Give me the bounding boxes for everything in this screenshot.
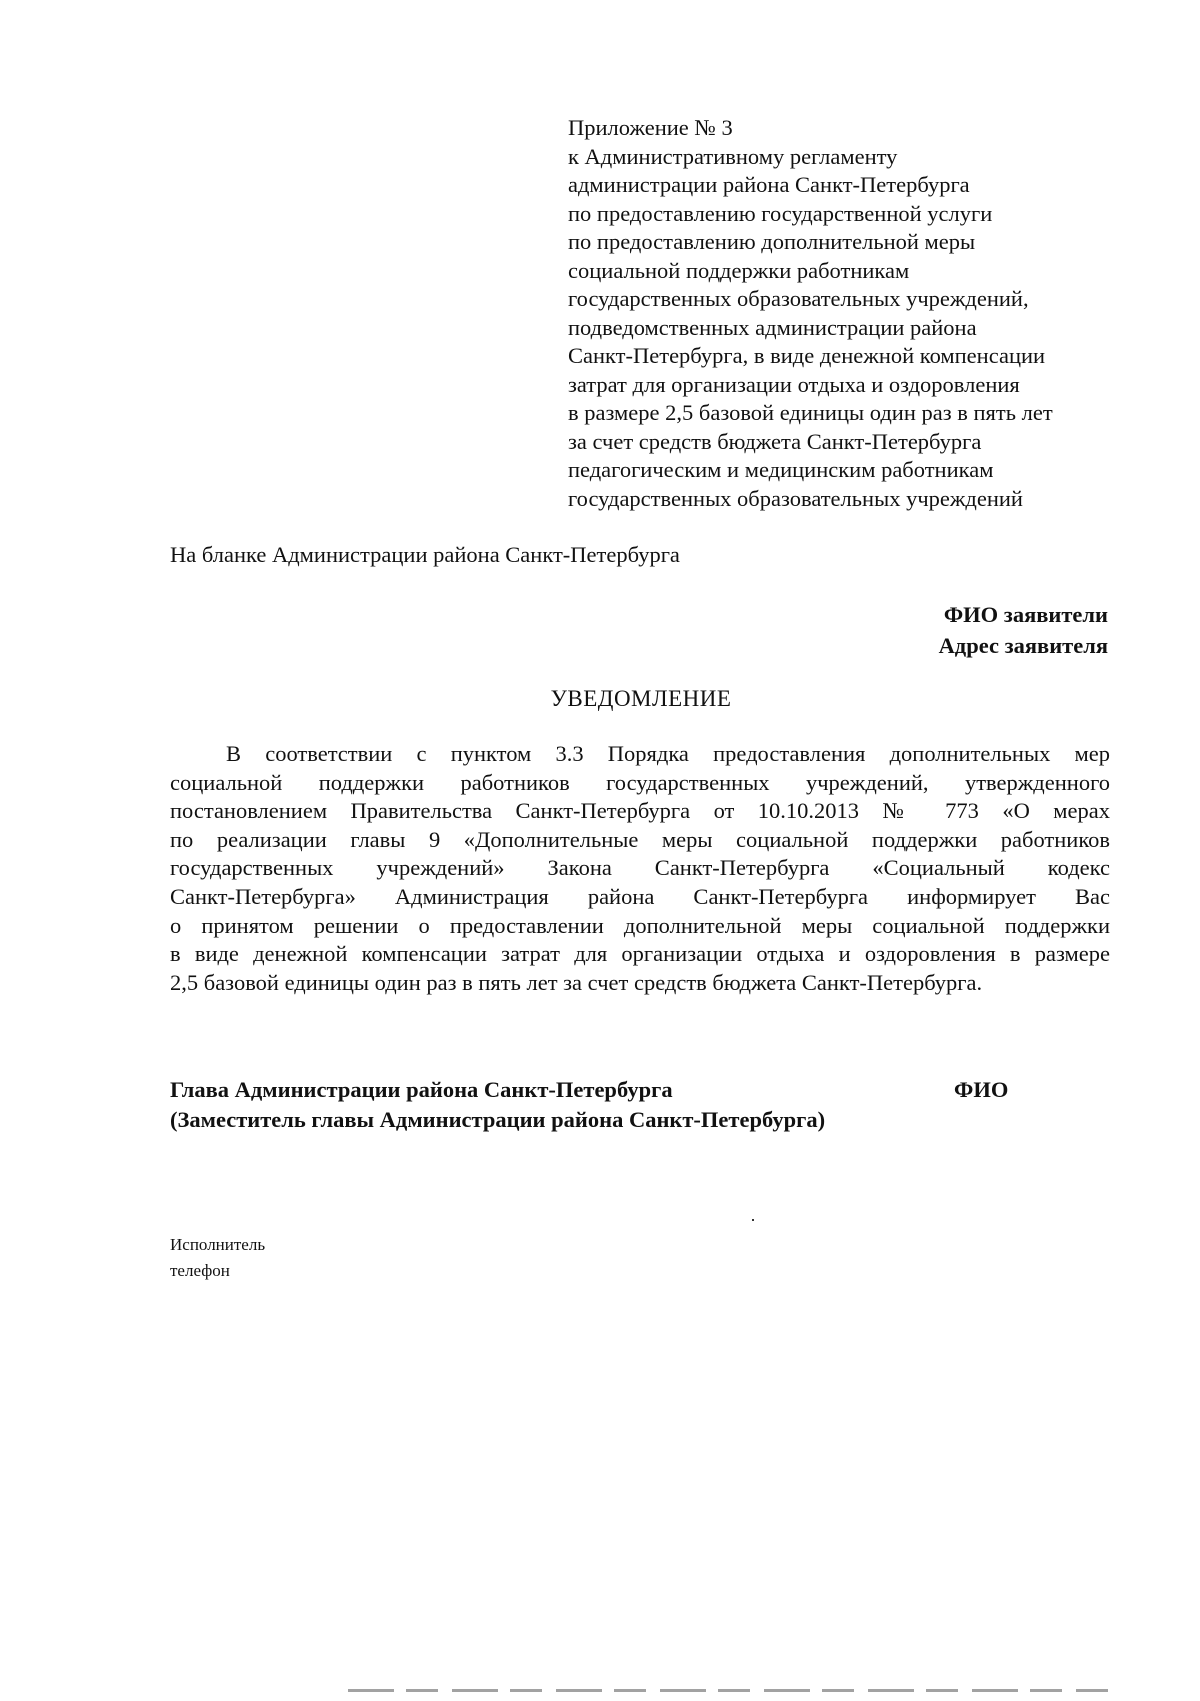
- addressee-block: [939, 599, 1108, 661]
- body-line: в виде денежной компенсации затрат для организации отдыха и оздоровления в размере: [170, 941, 1110, 967]
- document-title: УВЕДОМЛЕНИЕ: [550, 686, 732, 711]
- appendix-line: государственных образовательных учреждений,: [568, 286, 1029, 311]
- appendix-line: в размере 2,5 базовой единицы один раз в пять лет: [568, 400, 1053, 425]
- appendix-line: администрации района Санкт-Петербурга: [568, 172, 970, 197]
- appendix-line: к Административному регламенту: [568, 143, 898, 169]
- appendix-line: Приложение № 3: [568, 115, 733, 140]
- appendix-line: государственных образовательных учреждений: [568, 485, 1023, 511]
- body-line: постановлением Правительства Санкт-Петербурга от 10.10.2013 № 773 «О мерах: [170, 798, 1110, 824]
- appendix-line: Санкт-Петербурга, в виде денежной компенсации: [568, 343, 1046, 368]
- appendix-line: затрат для организации отдыха и оздоровления: [568, 371, 1020, 397]
- appendix-line: педагогическим и медицинским работникам: [568, 457, 994, 482]
- body-line: 2,5 базовой единицы один раз в пять лет за счет средств бюджета Санкт-Петербурга.: [170, 969, 983, 995]
- scan-artifact-line: [348, 1689, 1108, 1692]
- body-line: Санкт-Петербурга» Администрация района Санкт-Петербурга информирует Вас: [170, 883, 1110, 909]
- signature-position-title: Глава Администрации района Санкт-Петербурга: [170, 1077, 673, 1102]
- appendix-header: [568, 114, 1128, 513]
- letterhead-note: На бланке Администрации района Санкт-Петербурга: [170, 542, 680, 567]
- body-line: социальной поддержки работников государственных учреждений, утвержденного: [170, 769, 1110, 795]
- executor-label: Исполнитель: [170, 1235, 266, 1254]
- executor-block: [170, 1232, 265, 1284]
- appendix-line: по предоставлению государственной услуги: [568, 200, 993, 226]
- signature-position-deputy: (Заместитель главы Администрации района Санкт-Петербурга): [170, 1107, 826, 1132]
- addressee-address: Адрес заявителя: [938, 633, 1108, 658]
- scan-speck: [752, 1219, 754, 1221]
- appendix-line: социальной поддержки работникам: [568, 257, 910, 283]
- body-line: по реализации главы 9 «Дополнительные меры социальной поддержки работников: [170, 826, 1110, 852]
- body-line: государственных учреждений» Закона Санкт-Петербурга «Социальный кодекс: [170, 855, 1110, 881]
- body-line: В соответствии с пунктом 3.3 Порядка предоставления дополнительных мер: [226, 741, 1110, 766]
- notification-body: [170, 740, 1110, 997]
- executor-phone-label: телефон: [170, 1261, 230, 1280]
- appendix-line: по предоставлению дополнительной меры: [568, 229, 976, 254]
- signature-fio: ФИО: [954, 1077, 1009, 1102]
- signature-position: [170, 1075, 825, 1135]
- body-line: о принятом решении о предоставлении дополнительной меры социальной поддержки: [170, 912, 1110, 938]
- appendix-line: за счет средств бюджета Санкт-Петербурга: [568, 428, 982, 454]
- addressee-name: ФИО заявители: [943, 602, 1108, 627]
- appendix-line: подведомственных администрации района: [568, 314, 977, 340]
